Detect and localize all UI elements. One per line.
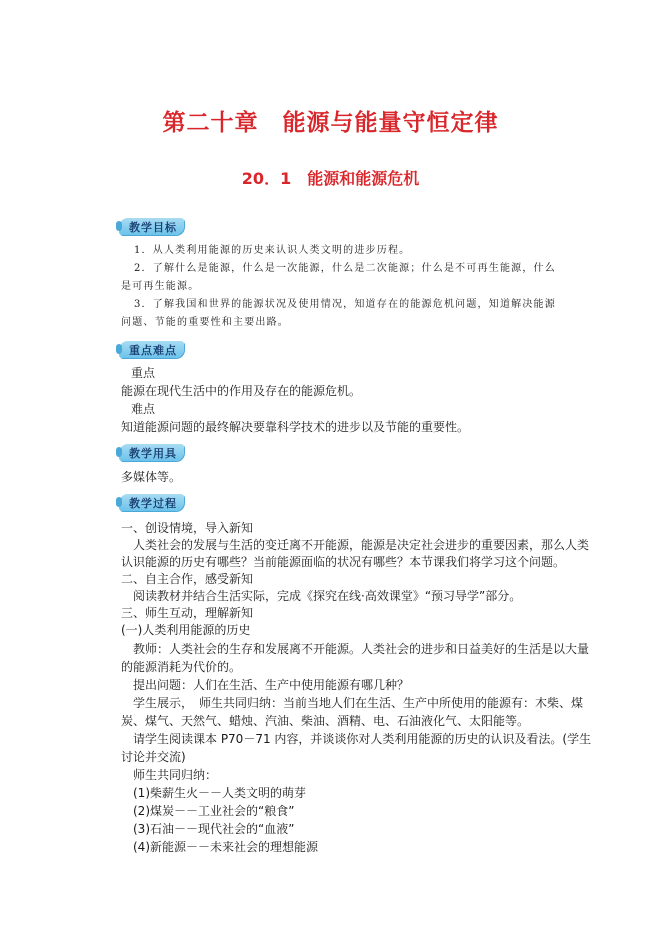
process-line: 阅读教材并结合生活实际，完成《探究在线·高效课堂》“预习导学”部分。: [133, 589, 522, 603]
tools-text: 多媒体等。: [121, 470, 182, 484]
objective-line: 1．从人类利用能源的历史来认识人类文明的进步历程。: [134, 245, 411, 256]
process-line: 三、师生互动，理解新知: [121, 606, 254, 620]
process-line: 提出问题：人们在生活、生产中使用能源有哪几种？: [133, 678, 410, 692]
process-line: (一)人类利用能源的历史: [121, 623, 251, 637]
process-line: 教师：人类社会的生存和发展离不开能源。人类社会的进步和日益美好的生活是以大量: [133, 642, 590, 656]
key-text: 能源在现代生活中的作用及存在的能源危机。: [121, 384, 362, 398]
process-line: 人类社会的发展与生活的变迁离不开能源，能源是决定社会进步的重要因素，那么人类: [133, 538, 590, 552]
objective-line: 2．了解什么是能源，什么是一次能源，什么是二次能源；什么是不可再生能源，什么: [134, 263, 556, 274]
difficulty-label: 难点: [131, 402, 156, 416]
keypoints-badge-label: 重点难点: [129, 344, 177, 357]
key-label: 重点: [131, 366, 156, 380]
process-line: (3)石油－－现代社会的“血液”: [133, 822, 295, 836]
objectives-badge-label: 教学目标: [129, 221, 177, 234]
process-line: 讨论并交流): [121, 750, 186, 764]
process-line: (1)柴薪生火－－人类文明的萌芽: [133, 786, 306, 800]
difficulty-text: 知道能源问题的最终解决要靠科学技术的进步以及节能的重要性。: [121, 420, 470, 434]
process-line: 炭、煤气、天然气、蜡烛、汽油、柴油、酒精、电、石油液化气、太阳能等。: [121, 714, 530, 728]
process-line: 请学生阅读课本 P70－71 内容，并谈谈你对人类利用能源的历史的认识及看法。(学生: [133, 732, 592, 746]
tools-badge: [119, 444, 184, 461]
process-badge: [119, 494, 184, 511]
objective-line: 是可再生能源。: [121, 281, 200, 292]
objective-line: 问题、节能的重要性和主要出路。: [121, 317, 289, 328]
process-badge-label: 教学过程: [129, 497, 177, 510]
process-line: 一、创设情境，导入新知: [121, 521, 254, 535]
process-line: 认识能源的历史有哪些？当前能源面临的状况有哪些？本节课我们将学习这个问题。: [121, 555, 566, 569]
keypoints-badge: [119, 341, 184, 358]
process-line: (4)新能源－－未来社会的理想能源: [133, 840, 318, 854]
process-line: 学生展示， 师生共同归纳：当前当地人们在生活、生产中所使用的能源有：木柴、煤: [133, 696, 584, 710]
section-title: 20．1 能源和能源危机: [241, 169, 420, 188]
process-line: (2)煤炭－－工业社会的“粮食”: [133, 804, 295, 818]
process-line: 的能源消耗为代价的。: [121, 660, 242, 674]
tools-badge-label: 教学用具: [129, 447, 177, 460]
chapter-title: 第二十章 能源与能量守恒定律: [162, 109, 499, 136]
process-line: 师生共同归纳：: [133, 768, 218, 782]
process-line: 二、自主合作，感受新知: [121, 572, 254, 586]
objective-line: 3．了解我国和世界的能源状况及使用情况，知道存在的能源危机问题，知道解决能源: [134, 299, 556, 310]
objectives-badge: [119, 218, 184, 235]
